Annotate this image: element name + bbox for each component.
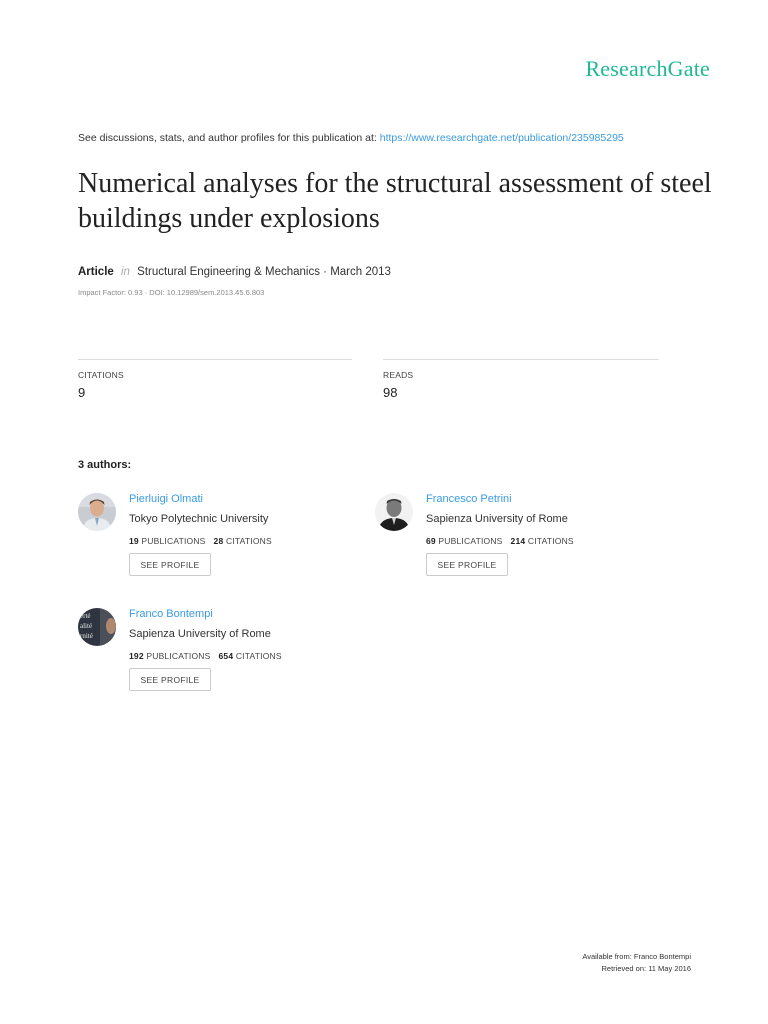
in-label: in [121, 266, 130, 278]
see-profile-button[interactable]: SEE PROFILE [426, 553, 508, 576]
reads-value: 98 [383, 385, 398, 400]
citations-label: CITATIONS [78, 370, 124, 380]
reads-label: READS [383, 370, 414, 380]
citations-value: 9 [78, 385, 86, 400]
publications-count: 192 [129, 651, 144, 661]
footer-info [582, 951, 691, 975]
author-card [78, 608, 358, 708]
author-institution: Sapienza University of Rome [426, 513, 568, 525]
author-name[interactable]: Francesco Petrini [426, 493, 512, 505]
reads-stat [383, 359, 659, 400]
impact-factor-doi: Impact Factor: 0.93 · DOI: 10.12989/sem.2013.45.6.803 [78, 288, 265, 297]
researchgate-logo[interactable]: ResearchGate [585, 56, 710, 81]
citations-label: CITATIONS [527, 536, 574, 546]
citations-count: 28 [213, 536, 224, 546]
author-institution: Sapienza University of Rome [129, 628, 271, 640]
author-counts [129, 651, 282, 661]
publications-count: 19 [129, 536, 139, 546]
author-institution: Tokyo Polytechnic University [129, 513, 269, 525]
avatar-text: alité [80, 622, 93, 630]
publication-meta [78, 266, 391, 278]
author-card [78, 493, 358, 593]
publications-label: PUBLICATIONS [141, 536, 206, 546]
discussion-text: See discussions, stats, and author profiles for this publication at: [78, 132, 380, 144]
person-photo-icon[interactable] [78, 493, 116, 531]
author-card [375, 493, 655, 593]
see-profile-button[interactable]: SEE PROFILE [129, 553, 211, 576]
citations-label: CITATIONS [235, 651, 282, 661]
author-name[interactable]: Franco Bontempi [129, 608, 213, 620]
authors-heading: 3 authors: [78, 459, 132, 471]
author-counts [129, 536, 272, 546]
author-counts [426, 536, 574, 546]
person-photo-icon[interactable] [78, 608, 116, 646]
discussion-line [78, 132, 624, 144]
publications-count: 69 [426, 536, 436, 546]
citations-count: 214 [510, 536, 526, 546]
avatar-text: rnité [80, 632, 93, 640]
journal-info: Structural Engineering & Mechanics · March 2013 [137, 266, 391, 278]
avatar-text: erté [80, 612, 91, 620]
publications-label: PUBLICATIONS [146, 651, 211, 661]
retrieved-on: Retrieved on: 11 May 2016 [601, 964, 691, 973]
person-photo-icon[interactable] [375, 493, 413, 531]
publications-label: PUBLICATIONS [438, 536, 503, 546]
author-name[interactable]: Pierluigi Olmati [129, 493, 203, 505]
citations-count: 654 [218, 651, 234, 661]
publication-link[interactable]: https://www.researchgate.net/publication/235985295 [379, 132, 624, 144]
available-from: Available from: Franco Bontempi [582, 952, 691, 961]
citations-stat [78, 359, 352, 400]
citations-label: CITATIONS [225, 536, 272, 546]
see-profile-button[interactable]: SEE PROFILE [129, 668, 211, 691]
publication-title: Numerical analyses for the structural assessment of steel buildings under explosions [78, 168, 712, 234]
publication-type: Article [78, 266, 114, 278]
